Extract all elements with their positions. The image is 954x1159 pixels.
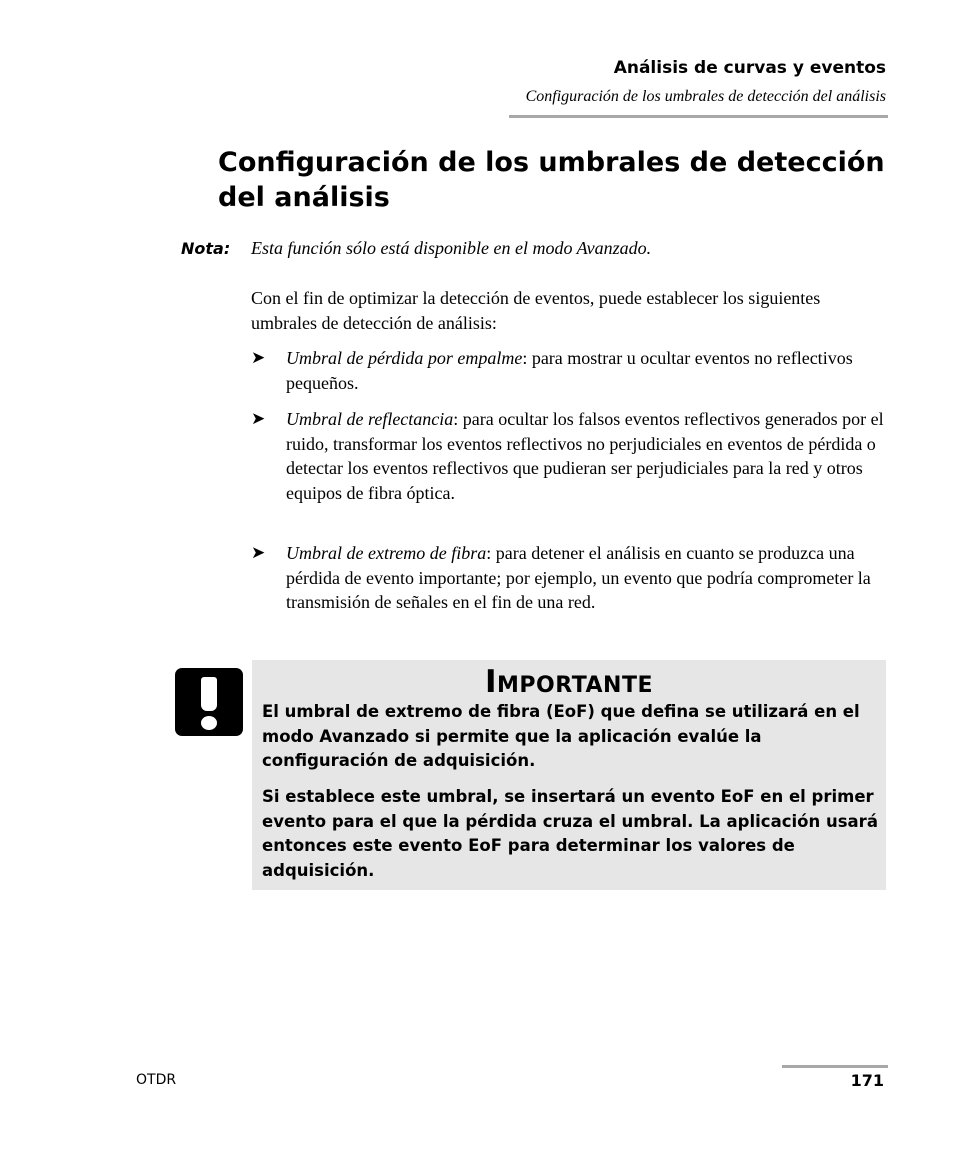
important-title: Importante bbox=[485, 664, 653, 700]
running-header-section: Configuración de los umbrales de detección del análisis bbox=[525, 88, 886, 105]
arrow-bullet-icon: ➤ bbox=[251, 409, 266, 428]
list-item bbox=[251, 541, 891, 615]
footer-product: OTDR bbox=[136, 1072, 177, 1088]
arrow-bullet-icon: ➤ bbox=[251, 543, 266, 562]
list-item-text bbox=[286, 541, 886, 615]
list-item-term: Umbral de extremo de fibra bbox=[286, 543, 487, 563]
exclamation-icon bbox=[175, 668, 243, 736]
list-item bbox=[251, 407, 891, 505]
footer-rule bbox=[782, 1065, 888, 1068]
list-item-term: Umbral de pérdida por empalme bbox=[286, 348, 523, 368]
important-callout bbox=[252, 660, 886, 890]
list-item bbox=[251, 346, 891, 395]
section-title: Configuración de los umbrales de detección del análisis bbox=[218, 147, 885, 213]
important-paragraph: El umbral de extremo de fibra (EoF) que defina se utilizará en el modo Avanzado si permite que la aplicación evalúe la configuración de adquisición. bbox=[262, 702, 860, 770]
list-item-text bbox=[286, 346, 886, 395]
important-paragraph: Si establece este umbral, se insertará un evento EoF en el primer evento para el que la pérdida cruza el umbral. La aplicación usará entonces este evento EoF para determinar los valores de adquisición. bbox=[262, 787, 878, 880]
list-item-description: : para ocultar los falsos eventos reflectivos generados por el ruido, transformar los eventos reflectivos no perjudiciales en eventos de pérdida o detectar los eventos reflectivos que pudieran ser perjudiciales para la red y otros equipos de fibra óptica. bbox=[286, 409, 884, 503]
header-rule bbox=[509, 115, 888, 118]
running-header-chapter: Análisis de curvas y eventos bbox=[613, 58, 886, 78]
note-label: Nota: bbox=[181, 239, 231, 258]
list-item-description: : para mostrar u ocultar eventos no reflectivos pequeños. bbox=[286, 348, 853, 393]
list-item-text bbox=[286, 407, 886, 505]
intro-paragraph: Con el fin de optimizar la detección de eventos, puede establecer los siguientes umbrales de detección de análisis: bbox=[251, 288, 821, 333]
arrow-bullet-icon: ➤ bbox=[251, 348, 266, 367]
page-number: 171 bbox=[850, 1071, 884, 1090]
list-item-description: : para detener el análisis en cuanto se produzca una pérdida de evento importante; por ejemplo, un evento que podría comprometer la transmisión de señales en el fin de una red. bbox=[286, 543, 871, 612]
note-text: Esta función sólo está disponible en el modo Avanzado. bbox=[251, 238, 652, 258]
list-item-term: Umbral de reflectancia bbox=[286, 409, 454, 429]
